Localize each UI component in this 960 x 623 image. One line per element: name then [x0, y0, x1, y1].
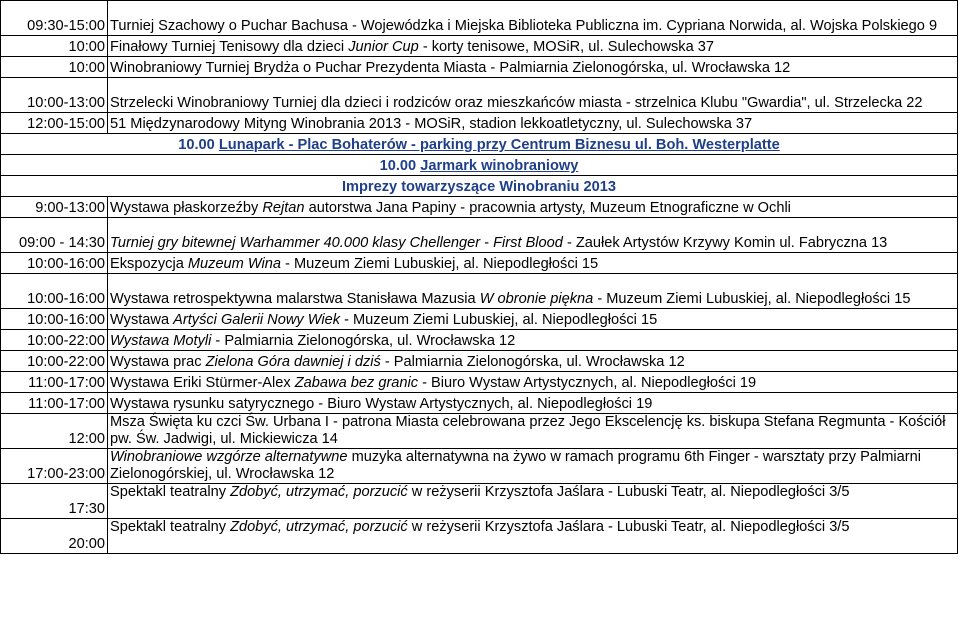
table-row — [1, 372, 958, 393]
event-time: 12:00 — [1, 414, 108, 449]
event-description: Finałowy Turniej Tenisowy dla dzieci Junior Cup - korty tenisowe, MOSiR, ul. Sulechowska 37 — [108, 36, 958, 57]
table-row — [1, 1, 958, 36]
table-row — [1, 449, 958, 484]
event-description: Wystawa Artyści Galerii Nowy Wiek - Muzeum Ziemi Lubuskiej, al. Niepodległości 15 — [108, 309, 958, 330]
table-row — [1, 253, 958, 274]
event-time: 10:00-22:00 — [1, 330, 108, 351]
event-description: Wystawa retrospektywna malarstwa Stanisława Mazusia W obronie piękna - Muzeum Ziemi Lubuskiej, al. Niepodległości 15 — [108, 274, 958, 309]
event-time: 17:00-23:00 — [1, 449, 108, 484]
event-description: Wystawa rysunku satyrycznego - Biuro Wystaw Artystycznych, al. Niepodległości 19 — [108, 393, 958, 414]
event-description: Wystawa prac Zielona Góra dawniej i dziś - Palmiarnia Zielonogórska, ul. Wrocławska 12 — [108, 351, 958, 372]
event-time: 9:00-13:00 — [1, 197, 108, 218]
table-row — [1, 197, 958, 218]
event-description: 51 Międzynarodowy Mityng Winobrania 2013 - MOSiR, stadion lekkoatletyczny, ul. Sulechowska 37 — [108, 113, 958, 134]
jarmark-header: 10.00 Jarmark winobraniowy — [1, 155, 958, 176]
table-row — [1, 309, 958, 330]
event-description: Wystawa Motyli - Palmiarnia Zielonogórska, ul. Wrocławska 12 — [108, 330, 958, 351]
table-row — [1, 351, 958, 372]
event-time: 10:00-13:00 — [1, 78, 108, 113]
event-time: 20:00 — [1, 519, 108, 554]
event-time: 09:30-15:00 — [1, 1, 108, 36]
event-description: Turniej Szachowy o Puchar Bachusa - Wojewódzka i Miejska Biblioteka Publiczna im. Cypriana Norwida, al. Wojska Polskiego 9 — [108, 1, 958, 36]
lunapark-header: 10.00 Lunapark - Plac Bohaterów - parking przy Centrum Biznesu ul. Boh. Westerplatte — [1, 134, 958, 155]
section-header-row — [1, 176, 958, 197]
event-description: Spektakl teatralny Zdobyć, utrzymać, porzucić w reżyserii Krzysztofa Jaślara - Lubuski Teatr, al. Niepodległości 3/5 — [108, 519, 958, 554]
event-description: Strzelecki Winobraniowy Turniej dla dzieci i rodziców oraz mieszkańców miasta - strzelnica Klubu "Gwardia", ul. Strzelecka 22 — [108, 78, 958, 113]
table-row — [1, 78, 958, 113]
section-header-row — [1, 134, 958, 155]
event-time: 10:00-16:00 — [1, 253, 108, 274]
event-time: 09:00 - 14:30 — [1, 218, 108, 253]
section-header-row — [1, 155, 958, 176]
event-description: Msza Święta ku czci Św. Urbana I - patrona Miasta celebrowana przez Jego Ekscelencję ks. biskupa Stefana Regmunta - Kościół pw. Św. Jadwigi, ul. Mickiewicza 14 — [108, 414, 958, 449]
table-row — [1, 113, 958, 134]
table-row — [1, 484, 958, 519]
table-row — [1, 414, 958, 449]
event-time: 11:00-17:00 — [1, 372, 108, 393]
table-row — [1, 274, 958, 309]
accompanying-events-header: Imprezy towarzyszące Winobraniu 2013 — [1, 176, 958, 197]
event-time: 17:30 — [1, 484, 108, 519]
table-row — [1, 330, 958, 351]
event-description: Wystawa Eriki Stürmer-Alex Zabawa bez granic - Biuro Wystaw Artystycznych, al. Niepodległości 19 — [108, 372, 958, 393]
event-description: Winobraniowy Turniej Brydża o Puchar Prezydenta Miasta - Palmiarnia Zielonogórska, ul. Wrocławska 12 — [108, 57, 958, 78]
event-time: 10:00 — [1, 36, 108, 57]
event-description: Turniej gry bitewnej Warhammer 40.000 klasy Chellenger - First Blood - Zaułek Artystów Krzywy Komin ul. Fabryczna 13 — [108, 218, 958, 253]
event-time: 10:00 — [1, 57, 108, 78]
event-description: Spektakl teatralny Zdobyć, utrzymać, porzucić w reżyserii Krzysztofa Jaślara - Lubuski Teatr, al. Niepodległości 3/5 — [108, 484, 958, 519]
table-row — [1, 218, 958, 253]
table-row — [1, 57, 958, 78]
event-time: 10:00-16:00 — [1, 309, 108, 330]
event-description: Ekspozycja Muzeum Wina - Muzeum Ziemi Lubuskiej, al. Niepodległości 15 — [108, 253, 958, 274]
event-time: 12:00-15:00 — [1, 113, 108, 134]
table-row — [1, 36, 958, 57]
event-time: 11:00-17:00 — [1, 393, 108, 414]
table-row — [1, 519, 958, 554]
event-description: Wystawa płaskorzeźby Rejtan autorstwa Jana Papiny - pracownia artysty, Muzeum Etnograficzne w Ochli — [108, 197, 958, 218]
event-time: 10:00-16:00 — [1, 274, 108, 309]
event-description: Winobraniowe wzgórze alternatywne muzyka alternatywna na żywo w ramach programu 6th Finger - warsztaty przy Palmiarni Zielonogórskiej, ul. Wrocławska 12 — [108, 449, 958, 484]
event-time: 10:00-22:00 — [1, 351, 108, 372]
table-row — [1, 393, 958, 414]
